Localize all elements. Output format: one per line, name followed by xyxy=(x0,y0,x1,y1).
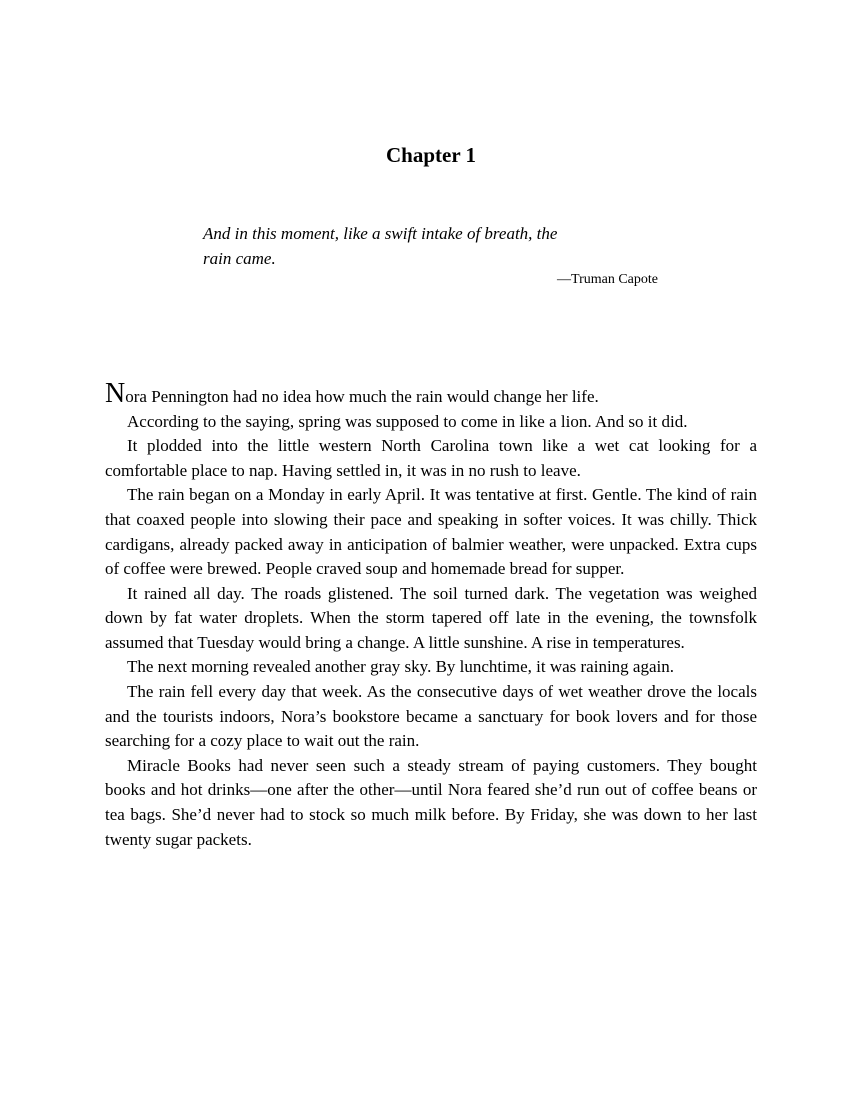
body-text xyxy=(105,377,757,852)
paragraph: According to the saying, spring was supposed to come in like a lion. And so it did. xyxy=(127,411,688,431)
epigraph xyxy=(203,221,658,289)
chapter-title: Chapter 1 xyxy=(385,143,477,167)
paragraph: Miracle Books had never seen such a steady stream of paying customers. They bought books and hot drinks—one after the other—until Nora feared she’d run out of coffee beans or tea bags. She’d never had to stock so much milk before. By Friday, she was down to her last twenty sugar packets. xyxy=(105,755,757,849)
epigraph-line-2: rain came. xyxy=(203,249,276,269)
paragraph: It rained all day. The roads glistened. The soil turned dark. The vegetation was weighed down by fat water droplets. When the storm tapered off late in the evening, the townsfolk assumed that Tuesday would bring a change. A little sunshine. A rise in temperatures. xyxy=(105,583,757,652)
paragraph: The rain fell every day that week. As the consecutive days of wet weather drove the locals and the tourists indoors, Nora’s bookstore became a sanctuary for book lovers and for those searching for a cozy place to wait out the rain. xyxy=(105,682,757,751)
epigraph-line-1: And in this moment, like a swift intake of breath, the xyxy=(203,224,558,244)
epigraph-attribution: —Truman Capote xyxy=(557,272,658,288)
initial-capital: N xyxy=(105,377,126,409)
paragraph-opening-text: ora Pennington had no idea how much the rain would change her life. xyxy=(125,386,599,406)
paragraph: The next morning revealed another gray sky. By lunchtime, it was raining again. xyxy=(127,657,674,677)
paragraph-opening xyxy=(105,377,757,410)
paragraph: It plodded into the little western North Carolina town like a wet cat looking for a comfortable place to nap. Having settled in, it was in no rush to leave. xyxy=(105,436,757,480)
paragraph: The rain began on a Monday in early April. It was tentative at first. Gentle. The kind of rain that coaxed people into slowing their pace and speaking in softer voices. It was chilly. Thick cardigans, already packed away in anticipation of balmier weather, were unpacked. Extra cups of coffee were brewed. People craved soup and homemade bread for supper. xyxy=(105,485,757,579)
